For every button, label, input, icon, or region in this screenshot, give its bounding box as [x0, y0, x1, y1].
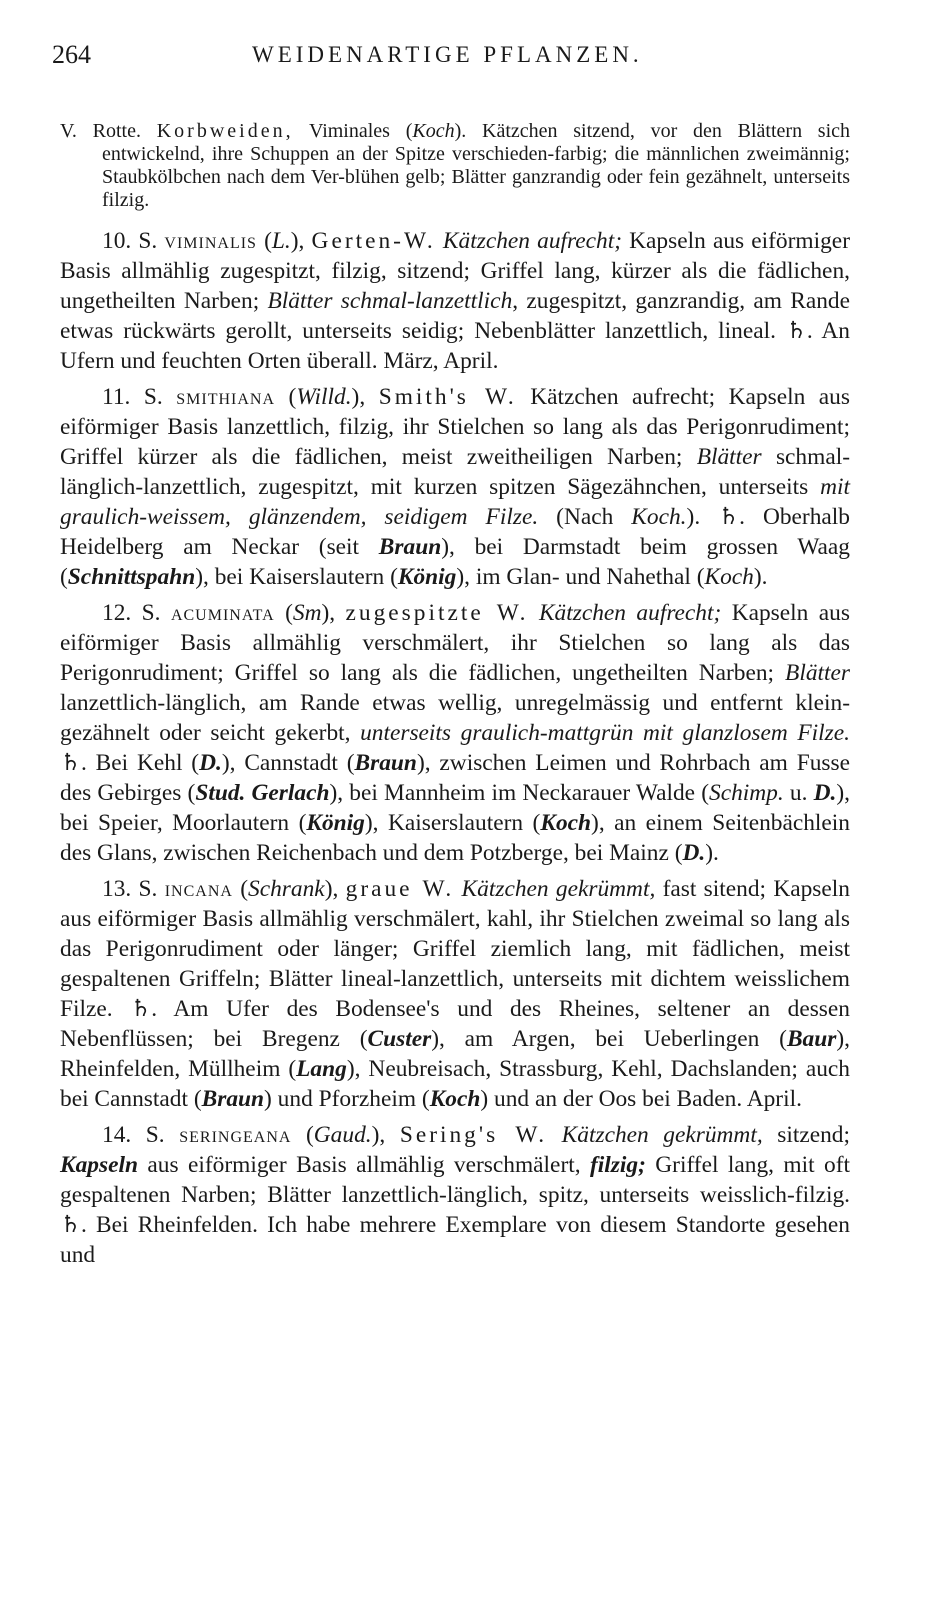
- text-segment: u.: [783, 780, 814, 806]
- species-entry-viminalis: 10. S. viminalis (L.), Gerten-W. Kätzchen aufrecht; Kapseln aus eiförmiger Basis allmählig zugespitzt, filzig, sitzend; Griffel lang, kürzer als die fädlichen, ungetheilten Narben; Blätter schmal-lanzettlich, zugespitzt, ganzrandig, am Rande etwas rückwärts gerollt, unterseits seidig; Nebenblätter lanzettlich, lineal. ♄. An Ufern und feuchten Orten überall. März, April.: [60, 228, 850, 374]
- text-segment: Braun: [378, 534, 442, 560]
- text-segment: fast sitend; Kapseln aus eiförmiger Basis allmählig verschmälert, kahl, ihr Stielchen zweimal so lang als das Perigonrudiment oder länger; Griffel ziemlich lang, mit fädlichen, meist gespaltenen Griffeln; Blätter lineal-lanzettlich, unterseits mit dichtem weisslichem Filze. ♄. Am Ufer des Bodensee's und des Rheines, seltener an dessen Nebenflüssen; bei Bregenz (: [60, 876, 850, 1052]
- text-segment: ), bei Mannheim im Neckarauer Walde (: [329, 780, 710, 806]
- text-segment: ), an einem Seitenbächlein des Glans, zwischen Reichenbach und dem Potzberge, bei Mainz (: [60, 810, 851, 866]
- text-segment: ), Rheinfelden, Müllheim (: [60, 1026, 850, 1082]
- text-segment: Kapseln aus eiförmiger Basis allmählig zugespitzt, filzig, sitzend; Griffel lang, kürzer als die fädlichen, ungetheilten Narben;: [60, 228, 850, 314]
- text-segment: ), bei Speier, Moorlautern (: [60, 780, 850, 836]
- text-segment: Kätzchen aufrecht; Kapseln aus eiförmiger Basis lanzettlich, filzig, ihr Stielchen so lang als das Perigonrudiment; Griffel kürzer als die fädlichen, meist zweitheiligen Narben;: [60, 384, 850, 470]
- text-segment: Kätzchen aufrecht;: [442, 228, 622, 254]
- text-segment: Schimp.: [709, 780, 784, 806]
- common-name: graue W.: [345, 876, 455, 902]
- text-segment: Koch.: [631, 504, 687, 530]
- common-name: Gerten-W.: [311, 228, 436, 254]
- species-author: Schrank: [248, 876, 325, 902]
- text-segment: Koch: [429, 1086, 481, 1112]
- text-segment: ) und an der Oos bei Baden. April.: [480, 1086, 802, 1112]
- species-name: seringeana: [179, 1122, 292, 1148]
- section-heading-viminales: V. Rotte. Korbweiden, Viminales (Koch). Kätzchen sitzend, vor den Blättern sich entwickelnd, ihre Schuppen an der Spitze verschieden-farbig; die männlichen zweimännig; Staubkölbchen nach dem Ver-blühen gelb; Blätter ganzrandig oder fein gezähnelt, unterseits filzig.: [60, 120, 851, 211]
- species-author: L.: [271, 228, 291, 254]
- text-segment: Stud. Gerlach: [195, 780, 330, 806]
- entry-number: 13. S.: [102, 876, 158, 902]
- text-segment: aus eiförmiger Basis allmählig verschmälert,: [137, 1152, 590, 1178]
- entry-text: [60, 876, 850, 1112]
- text-segment: ), bei Darmstadt beim grossen Waag (: [60, 534, 851, 590]
- text-segment: Griffel lang, mit oft gespaltenen Narben; Blätter lanzettlich-länglich, spitz, unterseits weisslich-filzig. ♄. Bei Rheinfelden. Ich habe mehrere Exemplare von diesem Standorte gesehen und: [60, 1152, 850, 1268]
- section-latin: Viminales: [308, 120, 390, 142]
- common-name: Smith's W.: [378, 384, 517, 410]
- text-segment: ), bei Kaiserslautern (: [195, 564, 398, 590]
- entry-number: 10. S.: [102, 228, 158, 254]
- text-segment: ), Cannstadt (: [221, 750, 355, 776]
- common-name: zugespitzte W.: [345, 600, 529, 626]
- text-segment: Kätzchen gekrümmt,: [561, 1122, 763, 1148]
- text-segment: Custer: [367, 1026, 432, 1052]
- text-segment: ). ♄. Oberhalb Heidelberg am Neckar (seit: [60, 504, 850, 560]
- section-title: Korbweiden,: [156, 120, 294, 142]
- text-segment: Kapseln: [60, 1152, 138, 1178]
- entry-text: [60, 384, 850, 590]
- text-segment: D.: [813, 780, 837, 806]
- text-segment: mit graulich-weissem, glänzendem, seidigem Filze.: [60, 474, 850, 530]
- text-segment: ), Kaiserslautern (: [364, 810, 541, 836]
- species-name: acuminata: [170, 600, 275, 626]
- page-number: 264: [52, 40, 91, 69]
- text-segment: ), am Argen, bei Ueberlingen (: [431, 1026, 787, 1052]
- text-segment: König: [306, 810, 365, 836]
- species-entry-incana: 13. S. incana (Schrank), graue W. Kätzchen gekrümmt, fast sitend; Kapseln aus eiförmiger Basis allmählig verschmälert, kahl, ihr Stielchen zweimal so lang als das Perigonrudiment oder länger; Griffel ziemlich lang, mit fädlichen, meist gespaltenen Griffeln; Blätter lineal-lanzettlich, unterseits mit dichtem weisslichem Filze. ♄. Am Ufer des Bodensee's und des Rheines, seltener an dessen Nebenflüssen; bei Bregenz (Custer), am Argen, bei Ueberlingen (Baur), Rheinfelden, Müllheim (Lang), Neubreisach, Strassburg, Kehl, Dachslanden; auch bei Cannstadt (Braun) und Pforzheim (Koch) und an der Oos bei Baden. April.: [60, 876, 850, 1112]
- section-rotte: Rotte.: [92, 120, 141, 142]
- species-name: incana: [164, 876, 233, 902]
- text-segment: ), Neubreisach, Strassburg, Kehl, Dachslanden; auch bei Cannstadt (: [60, 1056, 850, 1112]
- text-segment: Braun: [354, 750, 417, 776]
- text-segment: , zugespitzt, ganzrandig, am Rande etwas rückwärts gerollt, unterseits seidig; Nebenblätter lanzettlich, lineal. ♄. An Ufern und feuchten Orten überall. März, April.: [60, 288, 850, 374]
- entry-number: 14. S.: [102, 1122, 165, 1148]
- text-segment: unterseits graulich-mattgrün mit glanzlosem Filze.: [360, 720, 850, 746]
- text-segment: D.: [199, 750, 222, 776]
- species-author: Willd.: [296, 384, 352, 410]
- entry-number: 12. S.: [102, 600, 161, 626]
- text-segment: ).: [753, 564, 768, 590]
- text-segment: Blätter: [696, 444, 762, 470]
- text-segment: Braun: [201, 1086, 265, 1112]
- section-text: Kätzchen sitzend, vor den Blättern sich entwickelnd, ihre Schuppen an der Spitze verschieden-farbig; die männlichen zweimännig; Staubkölbchen nach dem Ver-blühen gelb; Blätter ganzrandig oder fein gezähnelt, unterseits filzig.: [102, 120, 851, 211]
- running-title: WEIDENARTIGE PFLANZEN.: [252, 42, 643, 67]
- text-segment: ♄. Bei Kehl (: [60, 750, 200, 776]
- text-segment: Baur: [786, 1026, 837, 1052]
- text-segment: Kapseln aus eiförmiger Basis allmählig verschmälert, ihr Stielchen so lang als das Perigonrudiment; Griffel so lang als die fädlichen, ungetheilten Narben;: [60, 600, 850, 686]
- text-segment: ), im Glan- und Nahethal (: [456, 564, 705, 590]
- body-text: [60, 100, 850, 1276]
- text-segment: D.: [682, 840, 706, 866]
- entry-text: [60, 600, 850, 866]
- species-entry-seringeana: 14. S. seringeana (Gaud.), Sering's W. Kätzchen gekrümmt, sitzend; Kapseln aus eiförmiger Basis allmählig verschmälert, filzig; Griffel lang, mit oft gespaltenen Narben; Blätter lanzettlich-länglich, spitz, unterseits weisslich-filzig. ♄. Bei Rheinfelden. Ich habe mehrere Exemplare von diesem Standorte gesehen und: [60, 1122, 850, 1268]
- text-segment: Kätzchen gekrümmt,: [461, 876, 656, 902]
- entry-number: 11. S.: [102, 384, 163, 410]
- text-segment: Blätter: [785, 660, 850, 686]
- text-segment: ) und Pforzheim (: [264, 1086, 430, 1112]
- text-segment: lanzettlich-länglich, am Rande etwas wellig, unregelmässig und entfernt klein-gezähnelt oder seicht gekerbt,: [60, 690, 850, 746]
- text-segment: Lang: [296, 1056, 347, 1082]
- species-name: viminalis: [164, 228, 257, 254]
- page-header: [52, 40, 872, 80]
- text-segment: (Nach: [538, 504, 632, 530]
- text-segment: filzig;: [589, 1152, 646, 1178]
- text-segment: Blätter schmal-lanzettlich: [267, 288, 513, 314]
- text-segment: Schnittspahn: [67, 564, 196, 590]
- section-numeral: V.: [60, 120, 77, 142]
- text-segment: sitzend;: [762, 1122, 850, 1148]
- common-name: Sering's W.: [399, 1122, 548, 1148]
- species-entry-smithiana: 11. S. smithiana (Willd.), Smith's W. Kätzchen aufrecht; Kapseln aus eiförmiger Basis lanzettlich, filzig, ihr Stielchen so lang als das Perigonrudiment; Griffel kürzer als die fädlichen, meist zweitheiligen Narben; Blätter schmal-länglich-lanzettlich, zugespitzt, mit kurzen spitzen Sägezähnchen, unterseits mit graulich-weissem, glänzendem, seidigem Filze. (Nach Koch.). ♄. Oberhalb Heidelberg am Neckar (seit Braun), bei Darmstadt beim grossen Waag (Schnittspahn), bei Kaiserslautern (König), im Glan- und Nahethal (Koch).: [60, 384, 851, 590]
- text-segment: ), zwischen Leimen und Rohrbach am Fusse des Gebirges (: [60, 750, 850, 806]
- section-author: Koch: [412, 120, 455, 142]
- species-name: smithiana: [176, 384, 276, 410]
- species-author: Sm: [292, 600, 322, 626]
- text-segment: Kätzchen aufrecht;: [538, 600, 722, 626]
- text-segment: Koch: [540, 810, 592, 836]
- species-author: Gaud.: [313, 1122, 372, 1148]
- text-segment: schmal-länglich-lanzettlich, zugespitzt, mit kurzen spitzen Sägezähnchen, unterseits: [60, 444, 850, 500]
- text-segment: König: [397, 564, 457, 590]
- text-segment: ).: [705, 840, 719, 866]
- species-entry-acuminata: 12. S. acuminata (Sm), zugespitzte W. Kätzchen aufrecht; Kapseln aus eiförmiger Basis allmählig verschmälert, ihr Stielchen so lang als das Perigonrudiment; Griffel so lang als die fädlichen, ungetheilten Narben; Blätter lanzettlich-länglich, am Rande etwas wellig, unregelmässig und entfernt klein-gezähnelt oder seicht gekerbt, unterseits graulich-mattgrün mit glanzlosem Filze. ♄. Bei Kehl (D.), Cannstadt (Braun), zwischen Leimen und Rohrbach am Fusse des Gebirges (Stud. Gerlach), bei Mannheim im Neckarauer Walde (Schimp. u. D.), bei Speier, Moorlautern (König), Kaiserslautern (Koch), an einem Seitenbächlein des Glans, zwischen Reichenbach und dem Potzberge, bei Mainz (D.).: [60, 600, 851, 866]
- text-segment: Koch: [704, 564, 754, 590]
